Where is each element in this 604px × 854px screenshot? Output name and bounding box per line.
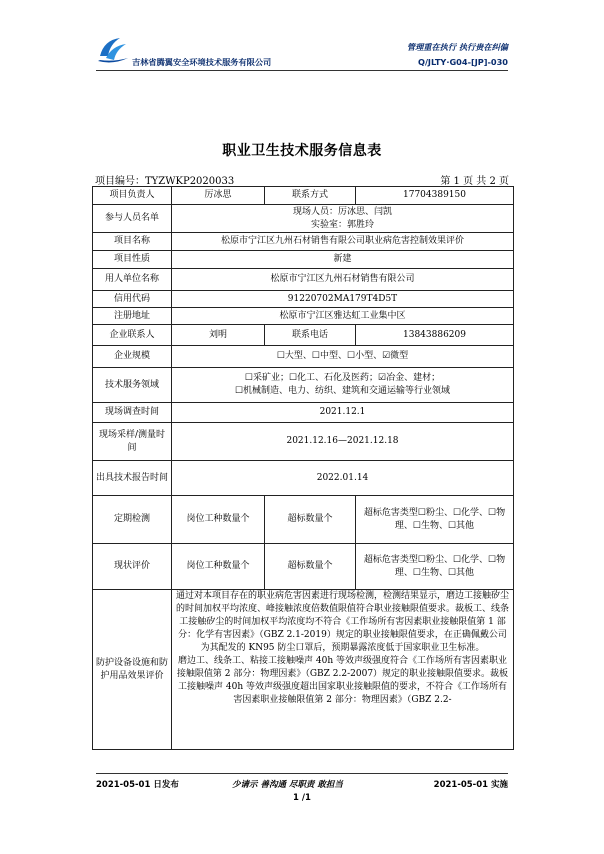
label-report-time: 出具技术报告时间	[93, 461, 172, 496]
evaluation-paragraph-1: 通过对本项目存在的职业病危害因素进行现场检测，检测结果显示，磨边工接触矽尘的时间加权平均浓度、峰接触浓度倍数值限值符合职业接触限值要求。裁板工、线条工接触矽尘的时间加权平均浓度均不符合《工作场所有害因素职业接触限值第 1 部分：化学有害因素》（GBZ 2.1-2019）规定的职业接触限值要求，在正确佩戴公司为其配发的 KN95 防尘口罩后，预期暴露浓度低于国家职业卫生标准。	[175, 591, 509, 653]
footer-divider	[96, 773, 508, 774]
label-project-nature: 项目性质	[93, 251, 172, 269]
table-row	[93, 403, 514, 423]
label-protection-evaluation: 防护设备设施和防护用品效果评价	[93, 590, 172, 750]
table-row	[93, 368, 514, 403]
value-enterprise-contact: 刘明	[172, 325, 265, 346]
value-contact: 17704389150	[356, 187, 514, 205]
label-phone: 联系电话	[265, 325, 356, 346]
periodic-job-count: 岗位工种数量个	[172, 496, 265, 544]
periodic-exceed-count: 超标数量个	[265, 496, 356, 544]
value-service-field	[172, 368, 514, 403]
evaluation-paragraph-2: 磨边工、线条工、粘接工接触噪声 40h 等效声级强度符合《工作场所有害因素职业接触限值第 2 部分：物理因素》（GBZ 2.2-2007）规定的职业接触限值要求。裁板工接触噪声 40h 等效声级强度超出国家职业接触限值的要求，不符合《工作场所有害因素职业接触限值第 2 部分：物理因素》（GBZ 2.2-	[176, 656, 509, 705]
value-credit-code: 91220702MA179T4D5T	[172, 291, 514, 308]
value-survey-time: 2021.12.1	[172, 403, 514, 423]
status-job-count: 岗位工种数量个	[172, 544, 265, 590]
footer-page-number: 1 /1	[293, 793, 311, 803]
label-employer: 用人单位名称	[93, 269, 172, 291]
status-exceed-type: 超标危害类型☐粉尘、☐化学、☐物理、☐生物、☐其他	[356, 544, 514, 590]
header-divider	[96, 70, 508, 71]
value-phone: 13843886209	[356, 325, 514, 346]
label-credit-code: 信用代码	[93, 291, 172, 308]
label-contact: 联系方式	[265, 187, 356, 205]
label-project-name: 项目名称	[93, 233, 172, 251]
value-employer: 松原市宁江区九州石材销售有限公司	[172, 269, 514, 291]
label-service-field: 技术服务领域	[93, 368, 172, 403]
status-exceed-count: 超标数量个	[265, 544, 356, 590]
table-row	[93, 269, 514, 291]
project-number: 项目编号：TYZWKP2020033	[95, 176, 235, 187]
table-row	[93, 325, 514, 346]
value-project-leader: 厉冰思	[172, 187, 265, 205]
page-info: 第 1 页 共 2 页	[440, 176, 509, 187]
service-field-line2: ☐机械制造、电力、纺织、建筑和交通运输等行业领域	[234, 386, 451, 396]
label-periodic-testing: 定期检测	[93, 496, 172, 544]
label-address: 注册地址	[93, 308, 172, 325]
participants-field: 现场人员：厉冰思、闫凯	[292, 206, 392, 217]
value-address: 松原市宁江区雅达虹工业集中区	[172, 308, 514, 325]
publish-date: 2021-05-01 日发布	[96, 780, 179, 790]
table-row	[93, 496, 514, 544]
table-row	[93, 423, 514, 461]
periodic-exceed-type: 超标危害类型☐粉尘、☐化学、☐物理、☐生物、☐其他	[356, 496, 514, 544]
participants-lab: 实验室：郭胜玲	[310, 219, 374, 230]
table-row	[93, 544, 514, 590]
page-title: 职业卫生技术服务信息表	[222, 143, 382, 159]
value-sampling-time: 2021.12.16—2021.12.18	[172, 423, 514, 461]
value-protection-evaluation	[172, 590, 514, 750]
label-scale: 企业规模	[93, 346, 172, 368]
label-enterprise-contact: 企业联系人	[93, 325, 172, 346]
value-project-nature: 新建	[172, 251, 514, 269]
label-sampling-time: 现场采样/测量时间	[93, 423, 172, 461]
company-logo	[96, 34, 130, 66]
label-survey-time: 现场调查时间	[93, 403, 172, 423]
value-participants	[172, 205, 514, 233]
label-status-evaluation: 现状评价	[93, 544, 172, 590]
table-row	[93, 461, 514, 496]
value-scale: ☐大型、☐中型、☐小型、☑微型	[172, 346, 514, 368]
label-participants: 参与人员名单	[93, 205, 172, 233]
header-slogan: 管理重在执行 执行贵在纠偏	[406, 42, 508, 52]
table-row	[93, 187, 514, 205]
table-row	[93, 291, 514, 308]
service-field-line1: ☐采矿业；☐化工、石化及医药；☑冶金、建材；	[244, 373, 441, 383]
table-row	[93, 251, 514, 269]
info-table	[92, 186, 514, 750]
table-row	[93, 346, 514, 368]
document-code: Q/JLTY·G04-[JP]-030	[417, 57, 508, 67]
table-row	[93, 233, 514, 251]
table-row	[93, 308, 514, 325]
label-project-leader: 项目负责人	[93, 187, 172, 205]
value-project-name: 松原市宁江区九州石材销售有限公司职业病危害控制效果评价	[172, 233, 514, 251]
company-name: 吉林省腾翼安全环境技术服务有限公司	[132, 57, 272, 67]
implement-date: 2021-05-01 实施	[433, 780, 508, 790]
table-row	[93, 590, 514, 750]
value-report-time: 2022.01.14	[172, 461, 514, 496]
table-row	[93, 205, 514, 233]
footer-motto: 少请示 善沟通 尽职责 敢担当	[232, 780, 343, 790]
